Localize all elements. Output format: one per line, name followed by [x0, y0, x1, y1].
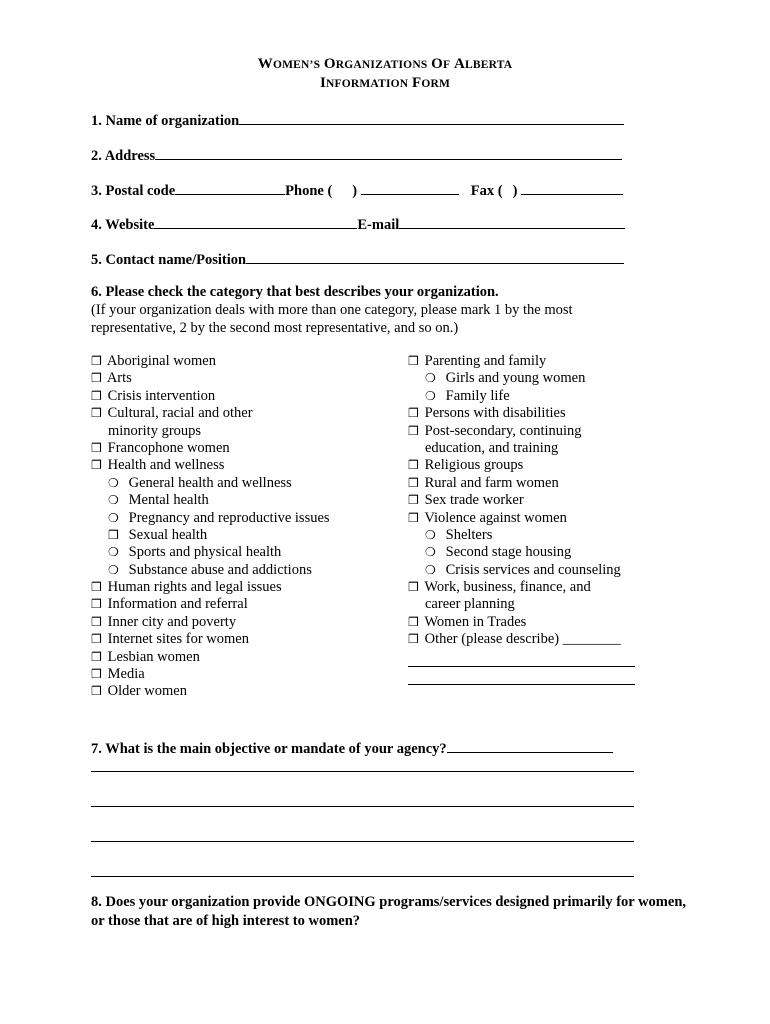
checkbox-icon[interactable]: ❒ [91, 458, 102, 473]
address-row [91, 145, 622, 165]
radio-circle-icon[interactable]: ❍ [425, 371, 436, 386]
checkbox-icon[interactable]: ❒ [408, 475, 419, 490]
checkbox-icon[interactable]: ❒ [91, 388, 102, 403]
checkbox-icon[interactable]: ❒ [91, 667, 102, 682]
category-item-persons-with-disabilities [408, 405, 635, 422]
category-item-inner-city-and-poverty [91, 614, 330, 631]
fax-label: Fax ( [470, 183, 503, 199]
category-item-pregnancy-and-reproductive-issues [91, 510, 330, 527]
category-label: Girls and young women [445, 370, 586, 387]
category-item-human-rights-and-legal-issues [91, 579, 330, 596]
category-label: education, and training [425, 439, 559, 456]
contact-field[interactable] [246, 249, 624, 264]
category-label: Second stage housing [445, 544, 572, 561]
category-item-sports-and-physical-health [91, 544, 330, 561]
category-label: Health and wellness [107, 457, 225, 474]
category-label: Violence against women [424, 509, 567, 526]
checkbox-icon[interactable]: ❒ [408, 493, 419, 508]
category-item-shelters [408, 527, 635, 544]
category-item-other-please-describe [408, 631, 635, 648]
website-label: 4. Website [91, 217, 155, 233]
postal-code-field[interactable] [175, 180, 285, 195]
category-label: Work, business, finance, and [424, 579, 591, 596]
question-6-note: (If your organization deals with more than one category, please mark 1 by the most representative, 2 by the second most representative, and so on.) [91, 302, 573, 336]
category-label: Media [107, 666, 145, 683]
checkbox-icon[interactable]: ❒ [91, 684, 102, 699]
category-list-left [91, 353, 330, 701]
question-8: 8. Does your organization provide ONGOING programs/services designed primarily for women, or those that are of high interest to women? [91, 894, 687, 929]
radio-circle-icon[interactable]: ❍ [425, 527, 436, 542]
checkbox-icon[interactable]: ❒ [91, 371, 102, 386]
category-item-crisis-services-and-counseling [408, 562, 635, 579]
category-label: Mental health [128, 492, 209, 509]
checkbox-icon[interactable]: ❒ [91, 597, 102, 612]
radio-circle-icon[interactable]: ❍ [108, 562, 119, 577]
category-label: career planning [425, 596, 515, 613]
phone-label: Phone ( [285, 183, 333, 199]
category-item-post-secondary-continuing [408, 423, 635, 440]
category-label: Lesbian women [107, 648, 200, 665]
question-7-text: 7. What is the main objective or mandate of your agency? [91, 741, 447, 757]
category-label: Inner city and poverty [107, 613, 237, 630]
category-label: Rural and farm women [424, 474, 559, 491]
category-label: Sexual health [128, 526, 208, 543]
category-item-mental-health [91, 492, 330, 509]
checkbox-icon[interactable]: ❒ [91, 440, 102, 455]
checkbox-icon[interactable]: ❒ [408, 580, 419, 595]
checkbox-icon[interactable]: ❒ [91, 406, 102, 421]
phone-field[interactable] [361, 180, 459, 195]
category-item-cultural-racial-and-other [91, 405, 330, 422]
title-org: WOMEN’S ORGANIZATIONS OF ALBERTA [257, 56, 513, 72]
website-field[interactable] [154, 214, 357, 229]
checkbox-icon[interactable]: ❒ [91, 649, 102, 664]
name-label: 1. Name of organization [91, 113, 240, 129]
question-6-heading: 6. Please check the category that best describes your organization. [91, 284, 499, 300]
category-label: Substance abuse and addictions [128, 561, 312, 578]
radio-circle-icon[interactable]: ❍ [425, 388, 436, 403]
postal-phone-fax-row [91, 180, 623, 200]
category-item-violence-against-women [408, 510, 635, 527]
category-label: Internet sites for women [107, 631, 249, 648]
radio-circle-icon[interactable]: ❍ [425, 545, 436, 560]
category-item-arts [91, 370, 330, 387]
fax-field[interactable] [521, 180, 623, 195]
category-label: Religious groups [424, 457, 524, 474]
checkbox-icon[interactable]: ❒ [408, 614, 419, 629]
category-item-substance-abuse-and-addictions [91, 562, 330, 579]
category-item-general-health-and-wellness [91, 475, 330, 492]
category-item-information-and-referral [91, 596, 330, 613]
category-item-sexual-health [91, 527, 330, 544]
category-item-work-business-finance-and [408, 579, 635, 596]
form-title-line2 [0, 75, 770, 92]
category-label: Francophone women [107, 439, 230, 456]
email-label: E-mail [357, 217, 400, 233]
category-item-sex-trade-worker [408, 492, 635, 509]
radio-circle-icon[interactable]: ❍ [425, 562, 436, 577]
question-7-answer-line[interactable] [91, 771, 634, 772]
category-item-second-stage-housing [408, 544, 635, 561]
category-list-right [408, 353, 635, 685]
category-label: Sex trade worker [424, 492, 524, 509]
checkbox-icon[interactable]: ❒ [408, 510, 419, 525]
postal-label: 3. Postal code [91, 183, 176, 199]
category-label: minority groups [108, 422, 202, 439]
category-label: Other (please describe) ________ [424, 631, 621, 648]
category-item-aboriginal-women [91, 353, 330, 370]
category-label: Shelters [445, 526, 493, 543]
category-label: Cultural, racial and other [107, 405, 253, 422]
category-item-francophone-women [91, 440, 330, 457]
checkbox-icon[interactable]: ❒ [408, 423, 419, 438]
category-label: Pregnancy and reproductive issues [128, 509, 330, 526]
name-field[interactable] [239, 110, 624, 125]
question-7-answer-line[interactable] [91, 806, 634, 807]
category-label: Parenting and family [424, 353, 547, 369]
other-description-line[interactable] [408, 650, 635, 667]
checkbox-icon[interactable]: ❒ [91, 614, 102, 629]
category-item-education-and-training [408, 440, 635, 457]
name-row [91, 110, 624, 130]
checkbox-icon[interactable]: ❒ [408, 354, 419, 368]
checkbox-icon[interactable]: ❒ [91, 580, 102, 595]
question-7 [91, 738, 613, 758]
category-item-girls-and-young-women [408, 370, 635, 387]
address-field[interactable] [155, 145, 622, 160]
phone-close: ) [352, 183, 358, 199]
checkbox-icon[interactable]: ❒ [108, 527, 119, 542]
address-label: 2. Address [91, 148, 156, 164]
email-field[interactable] [399, 214, 625, 229]
radio-circle-icon[interactable]: ❍ [108, 510, 119, 525]
category-item-parenting-and-family [408, 353, 635, 370]
category-item-family-life [408, 388, 635, 405]
category-label: Aboriginal women [106, 353, 216, 369]
category-label: General health and wellness [128, 474, 292, 491]
question-7-answer-inline[interactable] [447, 738, 613, 753]
radio-circle-icon[interactable]: ❍ [108, 493, 119, 508]
contact-row [91, 249, 624, 269]
checkbox-icon[interactable]: ❒ [408, 458, 419, 473]
category-label: Older women [107, 683, 187, 700]
category-label: Information and referral [107, 596, 248, 613]
category-label: Persons with disabilities [424, 405, 566, 422]
category-item-media [91, 666, 330, 683]
question-7-answer-line[interactable] [91, 841, 634, 842]
category-item-older-women [91, 683, 330, 700]
radio-circle-icon[interactable]: ❍ [108, 475, 119, 490]
category-item-women-in-trades [408, 614, 635, 631]
website-email-row [91, 214, 625, 234]
category-label: Women in Trades [424, 613, 527, 630]
checkbox-icon[interactable]: ❒ [91, 632, 102, 647]
form-title-line1 [0, 56, 770, 73]
category-item-lesbian-women [91, 649, 330, 666]
category-label: Family life [445, 387, 510, 404]
category-label: Post-secondary, continuing [424, 422, 582, 439]
title-form: INFORMATION FORM [319, 75, 451, 91]
category-label: Crisis services and counseling [445, 561, 621, 578]
checkbox-icon[interactable]: ❒ [408, 406, 419, 421]
category-item-health-and-wellness [91, 457, 330, 474]
category-label: Crisis intervention [107, 387, 216, 404]
checkbox-icon[interactable]: ❒ [91, 354, 102, 368]
checkbox-icon[interactable]: ❒ [408, 632, 419, 647]
category-item-religious-groups [408, 457, 635, 474]
category-item-career-planning [408, 596, 635, 613]
category-item-internet-sites-for-women [91, 631, 330, 648]
category-item-crisis-intervention [91, 388, 330, 405]
category-item-rural-and-farm-women [408, 475, 635, 492]
category-label: Human rights and legal issues [107, 579, 282, 596]
question-7-answer-line[interactable] [91, 876, 634, 877]
other-description-line[interactable] [408, 668, 635, 685]
fax-close: ) [512, 183, 518, 199]
contact-label: 5. Contact name/Position [91, 252, 247, 268]
category-label: Arts [106, 370, 132, 387]
category-item-minority-groups [91, 423, 330, 440]
category-label: Sports and physical health [128, 544, 282, 561]
radio-circle-icon[interactable]: ❍ [108, 545, 119, 560]
